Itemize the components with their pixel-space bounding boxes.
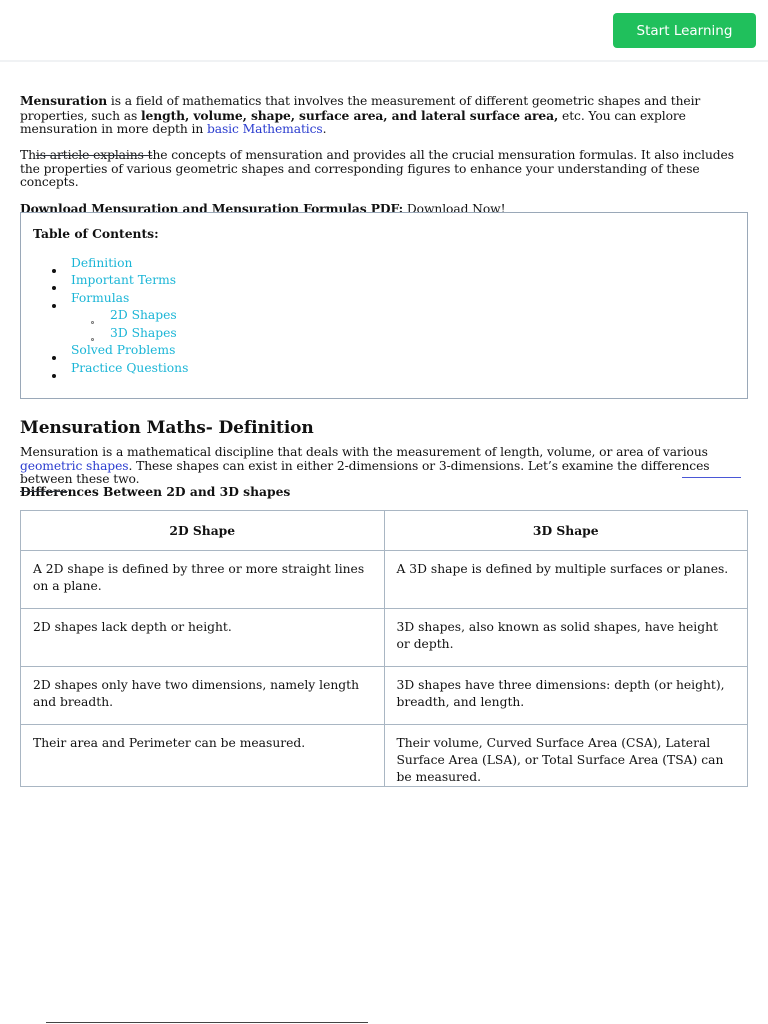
intro-end: . bbox=[322, 122, 327, 137]
definition-text-b: . These shapes can exist in either 2-dimensions or 3-dimensions. Let’s examine the differences between these two. bbox=[20, 458, 710, 487]
table-row bbox=[21, 551, 748, 609]
table-cell: A 3D shape is defined by multiple surfaces or planes. bbox=[384, 551, 748, 609]
bullet-icon bbox=[52, 374, 56, 378]
table-cell: 3D shapes have three dimensions: depth (or height), breadth, and length. bbox=[384, 667, 748, 725]
download-label: Download Mensuration and Mensuration Formulas PDF: bbox=[20, 201, 404, 217]
toc-item-definition[interactable]: Definition bbox=[71, 256, 133, 270]
toc-item-solved-problems[interactable]: Solved Problems bbox=[71, 343, 176, 357]
table-row bbox=[21, 725, 748, 787]
column-header-2d: 2D Shape bbox=[21, 511, 385, 551]
differences-heading bbox=[20, 484, 290, 499]
table-cell: Their volume, Curved Surface Area (CSA), Lateral Surface Area (LSA), or Total Surface Area (TSA) can be measured. bbox=[384, 725, 748, 787]
intro-text-b: etc. You can explore mensuration in more depth in bbox=[20, 108, 686, 137]
table-row bbox=[21, 667, 748, 725]
intro-text-a: is a field of mathematics that involves the measurement of different geometric shapes and their properties, such as bbox=[20, 94, 701, 123]
summary-start: Th bbox=[20, 148, 36, 163]
start-learning-button[interactable]: Start Learning bbox=[613, 13, 756, 48]
bullet-icon bbox=[52, 356, 56, 360]
comparison-table bbox=[20, 510, 748, 787]
table-row bbox=[21, 609, 748, 667]
table-cell: 2D shapes only have two dimensions, namely length and breadth. bbox=[21, 667, 385, 725]
table-cell: 3D shapes, also known as solid shapes, have height or depth. bbox=[384, 609, 748, 667]
toc-title: Table of Contents: bbox=[33, 226, 159, 241]
toc-item-2d-shapes[interactable]: 2D Shapes bbox=[110, 308, 177, 322]
differences-heading-rest: nces Between 2D and 3D shapes bbox=[67, 484, 291, 499]
toc-item-formulas[interactable]: Formulas bbox=[71, 291, 130, 305]
bottom-divider bbox=[46, 1022, 368, 1023]
circle-bullet-icon bbox=[91, 321, 94, 324]
definition-text-a: Mensuration is a mathematical discipline that deals with the measurement of length, volume, or area of various bbox=[20, 445, 708, 459]
basic-mathematics-link[interactable]: basic Mathematics bbox=[206, 122, 323, 137]
column-header-3d: 3D Shape bbox=[384, 511, 748, 551]
top-bar bbox=[0, 0, 768, 62]
toc-item-practice-questions[interactable]: Practice Questions bbox=[71, 361, 189, 375]
geometric-shapes-link[interactable]: geometric shapes bbox=[20, 458, 129, 473]
summary-strike: is article explains t bbox=[35, 148, 153, 163]
toc-item-important-terms[interactable]: Important Terms bbox=[71, 273, 177, 287]
definition-heading: Mensuration Maths- Definition bbox=[20, 418, 314, 438]
toc-item-3d-shapes[interactable]: 3D Shapes bbox=[110, 326, 177, 340]
summary-rest: he concepts of mensuration and provides all the crucial mensuration formulas. It also includes the properties of various geometric shapes and corresponding figures to enhance your understanding of these concepts. bbox=[20, 148, 734, 190]
bullet-icon bbox=[52, 304, 56, 308]
mensuration-term: Mensuration bbox=[20, 93, 108, 108]
table-of-contents bbox=[20, 212, 748, 399]
download-now-link[interactable]: Download Now! bbox=[403, 202, 506, 217]
table-cell: Their area and Perimeter can be measured. bbox=[21, 725, 385, 787]
article-summary-paragraph bbox=[20, 149, 748, 190]
article-intro bbox=[20, 94, 748, 217]
circle-bullet-icon bbox=[91, 338, 94, 341]
table-cell: 2D shapes lack depth or height. bbox=[21, 609, 385, 667]
differences-heading-strike: Differe bbox=[20, 484, 68, 499]
definition-paragraph bbox=[20, 446, 748, 487]
bullet-icon bbox=[52, 269, 56, 273]
table-cell: A 2D shape is defined by three or more straight lines on a plane. bbox=[21, 551, 385, 609]
bullet-icon bbox=[52, 286, 56, 290]
highlight-underline bbox=[682, 477, 741, 478]
intro-bold-terms: length, volume, shape, surface area, and lateral surface area, bbox=[140, 107, 559, 123]
table-header-row bbox=[21, 511, 748, 551]
intro-paragraph bbox=[20, 94, 748, 137]
